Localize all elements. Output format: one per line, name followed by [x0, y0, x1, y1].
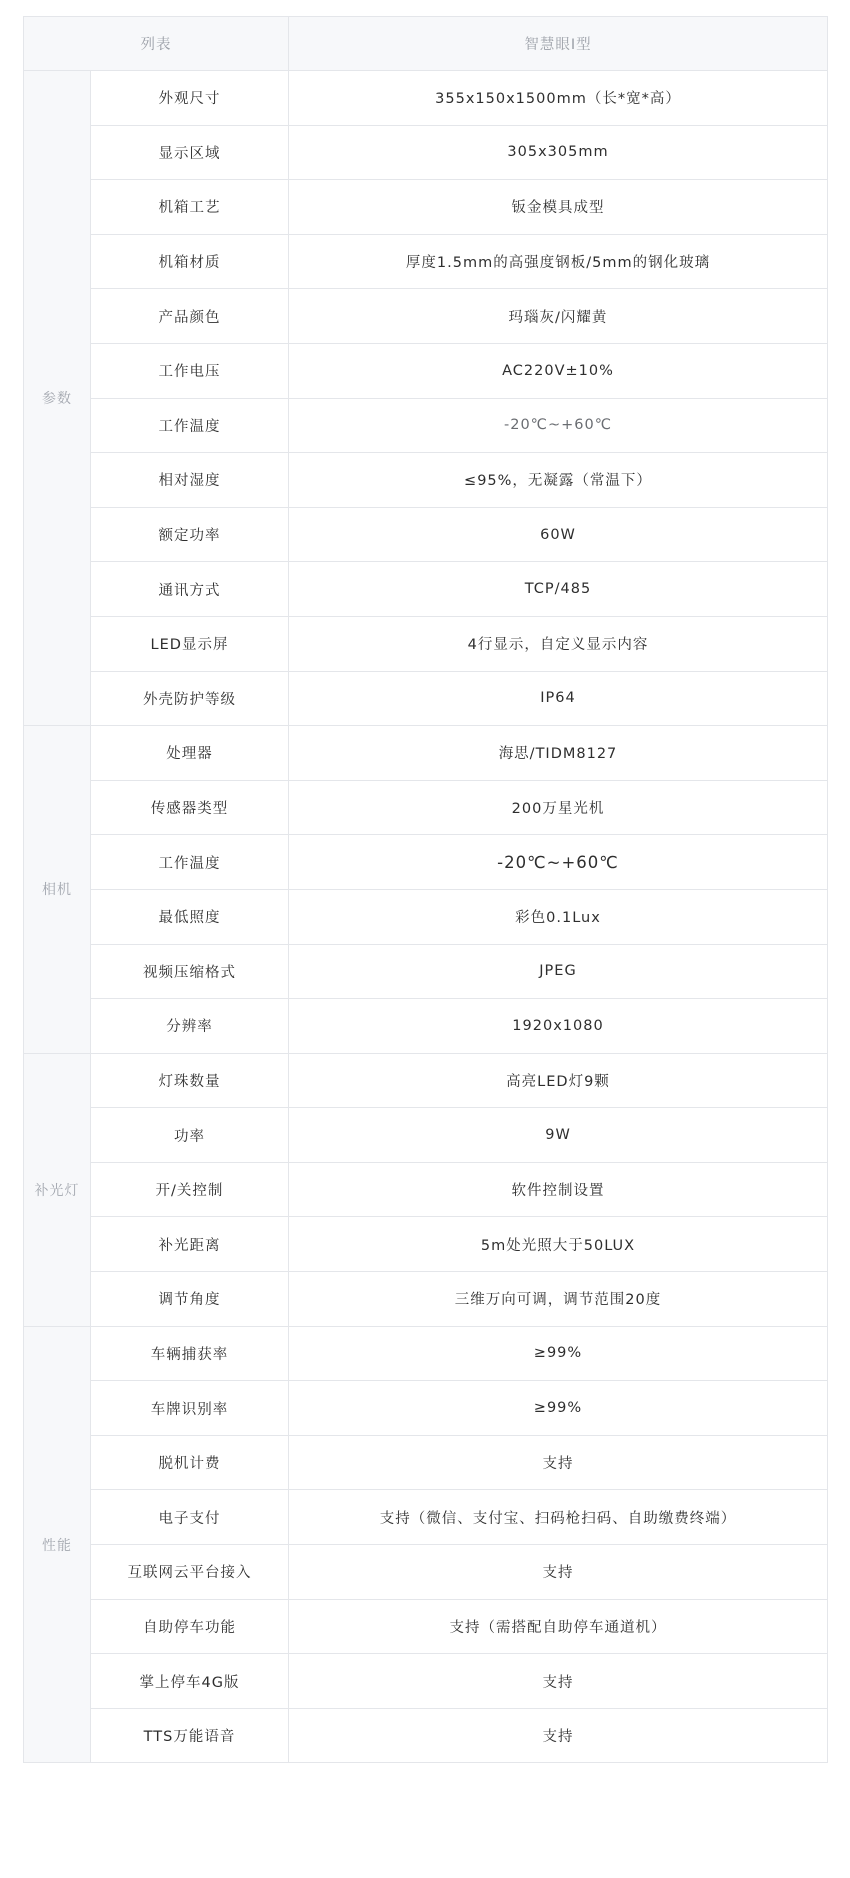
spec-value: 厚度1.5mm的高强度钢板/5mm的钢化玻璃 — [289, 234, 828, 289]
spec-value: 200万星光机 — [289, 780, 828, 835]
spec-value: 彩色0.1Lux — [289, 889, 828, 944]
table-row — [24, 1326, 828, 1381]
group-label: 参数 — [24, 71, 91, 726]
spec-label: 功率 — [91, 1108, 289, 1163]
spec-label: LED显示屏 — [91, 616, 289, 671]
table-header-row — [24, 17, 828, 71]
table-row — [24, 1162, 828, 1217]
table-row — [24, 889, 828, 944]
spec-label: 传感器类型 — [91, 780, 289, 835]
spec-label: 机箱工艺 — [91, 180, 289, 235]
table-row — [24, 944, 828, 999]
table-row — [24, 71, 828, 126]
spec-label: 工作温度 — [91, 398, 289, 453]
spec-value: 高亮LED灯9颗 — [289, 1053, 828, 1108]
table-row — [24, 671, 828, 726]
table-row — [24, 1708, 828, 1763]
spec-value: 支持 — [289, 1708, 828, 1763]
spec-value: 支持 — [289, 1654, 828, 1709]
spec-value: -20℃~+60℃ — [289, 835, 828, 890]
table-row — [24, 343, 828, 398]
spec-label: 互联网云平台接入 — [91, 1545, 289, 1600]
spec-value: 305x305mm — [289, 125, 828, 180]
spec-label: 掌上停车4G版 — [91, 1654, 289, 1709]
spec-value: 钣金模具成型 — [289, 180, 828, 235]
spec-label: 灯珠数量 — [91, 1053, 289, 1108]
table-row — [24, 616, 828, 671]
spec-value: TCP/485 — [289, 562, 828, 617]
group-label: 相机 — [24, 726, 91, 1054]
table-row — [24, 1435, 828, 1490]
spec-value: 软件控制设置 — [289, 1162, 828, 1217]
table-row — [24, 289, 828, 344]
spec-label: 机箱材质 — [91, 234, 289, 289]
spec-label: 外壳防护等级 — [91, 671, 289, 726]
spec-label: 外观尺寸 — [91, 71, 289, 126]
table-row — [24, 1490, 828, 1545]
spec-label: 最低照度 — [91, 889, 289, 944]
table-row — [24, 780, 828, 835]
spec-label: 工作温度 — [91, 835, 289, 890]
table-row — [24, 1381, 828, 1436]
spec-value: 60W — [289, 507, 828, 562]
spec-table — [23, 16, 828, 1763]
spec-value: -20℃~+60℃ — [289, 398, 828, 453]
spec-value: 4行显示，自定义显示内容 — [289, 616, 828, 671]
table-row — [24, 507, 828, 562]
spec-value: 9W — [289, 1108, 828, 1163]
spec-label: 电子支付 — [91, 1490, 289, 1545]
spec-label: 调节角度 — [91, 1272, 289, 1327]
spec-value: 三维万向可调，调节范围20度 — [289, 1272, 828, 1327]
table-row — [24, 125, 828, 180]
spec-label: 脱机计费 — [91, 1435, 289, 1490]
group-label: 补光灯 — [24, 1053, 91, 1326]
spec-label: 车牌识别率 — [91, 1381, 289, 1436]
table-row — [24, 180, 828, 235]
table-row — [24, 999, 828, 1054]
table-row — [24, 453, 828, 508]
table-row — [24, 1272, 828, 1327]
spec-label: 处理器 — [91, 726, 289, 781]
spec-label: 分辨率 — [91, 999, 289, 1054]
table-row — [24, 726, 828, 781]
table-row — [24, 562, 828, 617]
table-row — [24, 1545, 828, 1600]
spec-label: 产品颜色 — [91, 289, 289, 344]
table-row — [24, 1217, 828, 1272]
group-label: 性能 — [24, 1326, 91, 1763]
spec-label: 视频压缩格式 — [91, 944, 289, 999]
spec-label: 车辆捕获率 — [91, 1326, 289, 1381]
spec-value: 支持 — [289, 1435, 828, 1490]
spec-value: 支持 — [289, 1545, 828, 1600]
header-model-name: 智慧眼I型 — [289, 17, 828, 71]
spec-value: ≤95%，无凝露（常温下） — [289, 453, 828, 508]
spec-value: JPEG — [289, 944, 828, 999]
spec-label: 开/关控制 — [91, 1162, 289, 1217]
spec-label: TTS万能语音 — [91, 1708, 289, 1763]
table-row — [24, 398, 828, 453]
spec-value: ≥99% — [289, 1381, 828, 1436]
spec-label: 自助停车功能 — [91, 1599, 289, 1654]
spec-value: 5m处光照大于50LUX — [289, 1217, 828, 1272]
table-row — [24, 1599, 828, 1654]
table-row — [24, 234, 828, 289]
spec-value: 支持（微信、支付宝、扫码枪扫码、自助缴费终端） — [289, 1490, 828, 1545]
spec-value: IP64 — [289, 671, 828, 726]
table-row — [24, 835, 828, 890]
spec-label: 通讯方式 — [91, 562, 289, 617]
spec-label: 额定功率 — [91, 507, 289, 562]
header-list-label: 列表 — [24, 17, 289, 71]
table-row — [24, 1053, 828, 1108]
spec-value: 海思/TIDM8127 — [289, 726, 828, 781]
table-row — [24, 1108, 828, 1163]
spec-label: 工作电压 — [91, 343, 289, 398]
spec-label: 显示区域 — [91, 125, 289, 180]
spec-value: ≥99% — [289, 1326, 828, 1381]
spec-value: 玛瑙灰/闪耀黄 — [289, 289, 828, 344]
spec-value: AC220V±10% — [289, 343, 828, 398]
table-row — [24, 1654, 828, 1709]
spec-value: 355x150x1500mm（长*宽*高） — [289, 71, 828, 126]
spec-label: 相对湿度 — [91, 453, 289, 508]
spec-table-body — [24, 71, 828, 1763]
spec-label: 补光距离 — [91, 1217, 289, 1272]
spec-value: 1920x1080 — [289, 999, 828, 1054]
spec-value: 支持（需搭配自助停车通道机） — [289, 1599, 828, 1654]
